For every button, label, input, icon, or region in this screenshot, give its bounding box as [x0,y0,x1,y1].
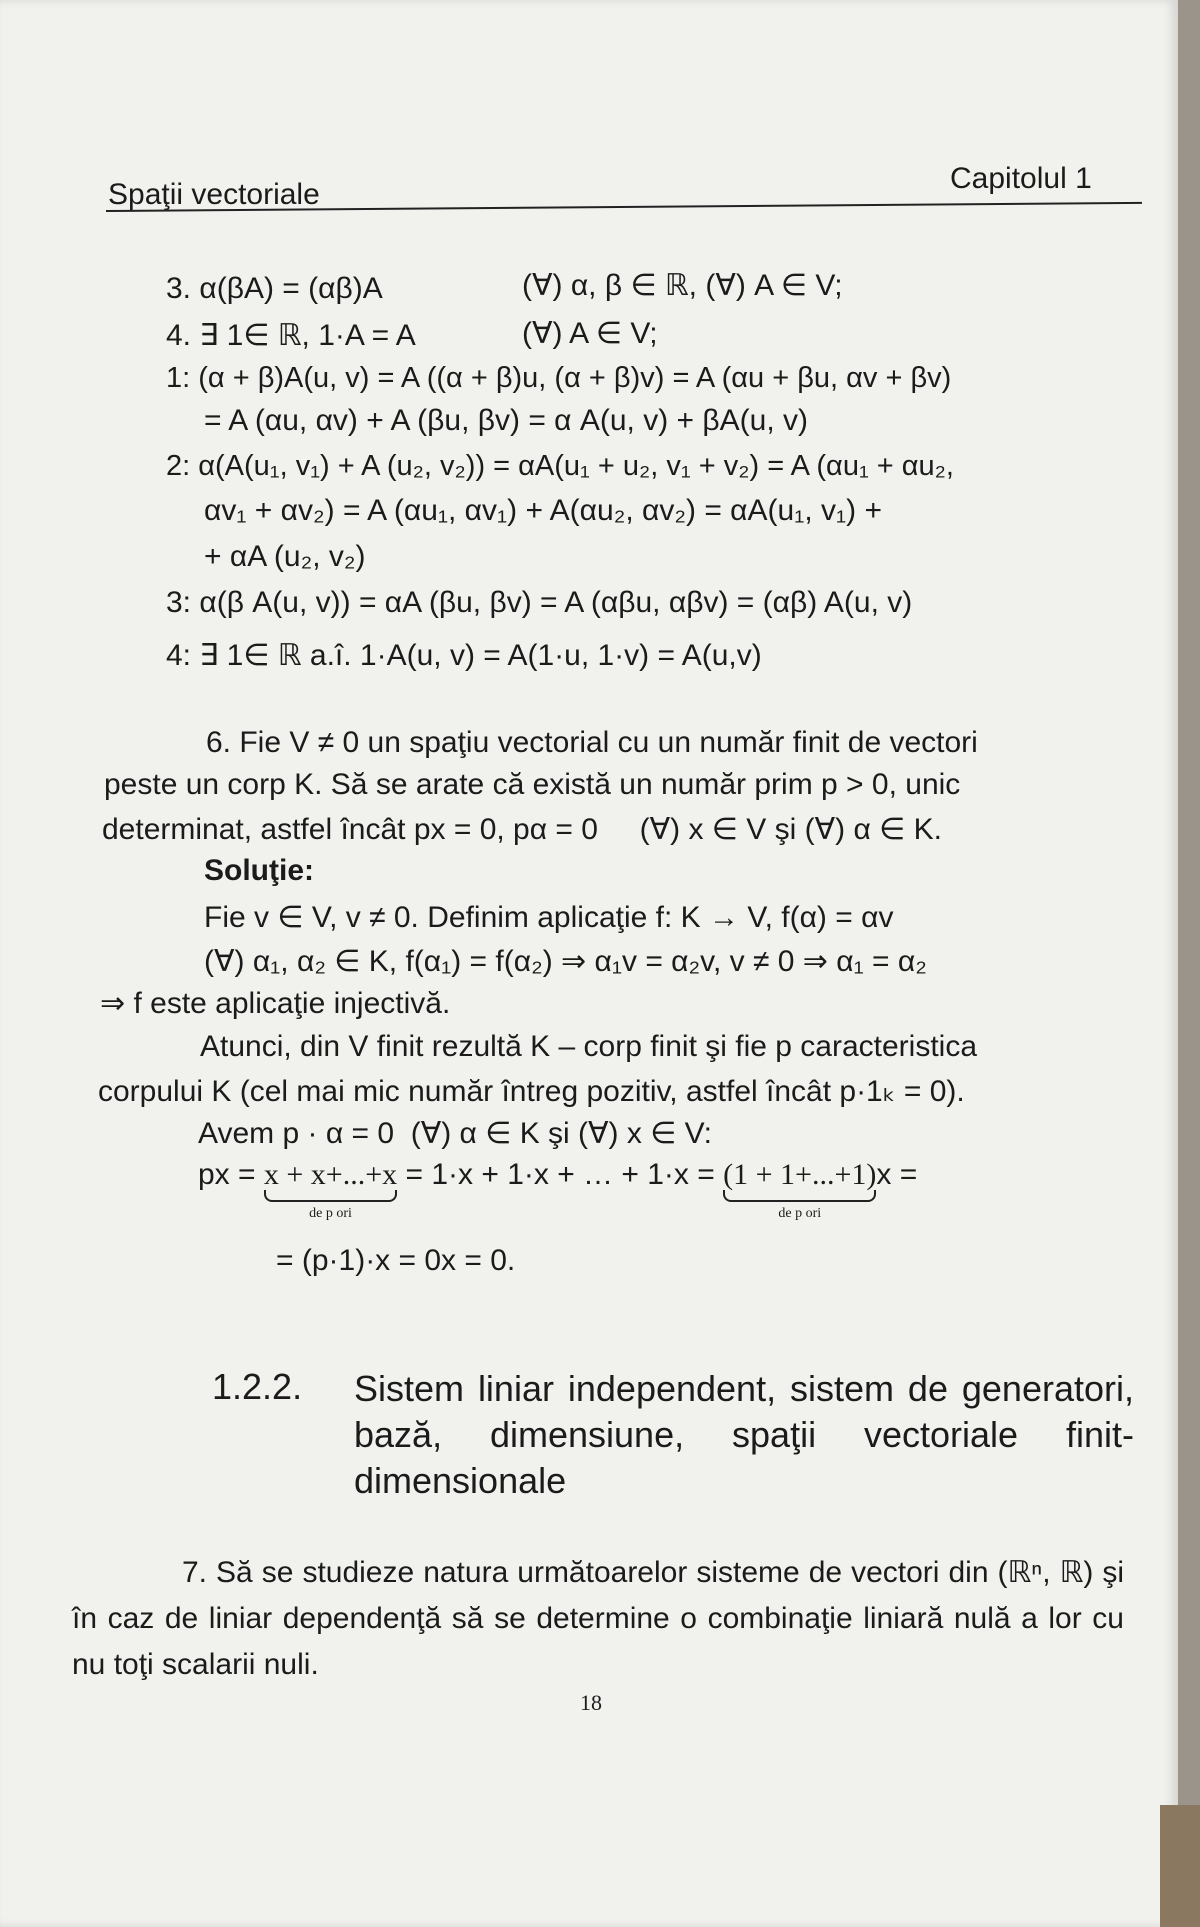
axiom-3-lhs: 3. α(βA) = (αβ)A [166,272,383,305]
problem-7: 7. Să se studieze natura următoarelor sisteme de vectori din (ℝⁿ, ℝ) şi în caz de liniar dependenţă să se determine o combinaţie liniară nulă a lor cu nu toţi scalarii nuli. [72,1556,1124,1681]
underbrace-1 [264,1190,397,1202]
px-equation [198,1158,918,1221]
running-header-right: Capitolul 1 [950,162,1092,195]
axiom-4-lhs: 4. ∃ 1∈ ℝ, 1·A = A [166,319,416,352]
solution-line: Atunci, din V finit rezultă K – corp finit şi fie p caracteristica [200,1030,977,1063]
page-number: 18 [580,1690,602,1715]
solution-line: corpului K (cel mai mic număr întreg pozitiv, astfel încât p·1ₖ = 0). [98,1075,965,1108]
problem-6-line: peste un corp K. Să se arate că există un număr prim p > 0, unic [104,768,961,801]
proof-line: 3: α(β A(u, v)) = αA (βu, βv) = A (αβu, αβv) = (αβ) A(u, v) [166,586,913,619]
px-suffix: x = [876,1158,918,1191]
sum-term-1-text: x + x+...+x [263,1158,398,1191]
section-number: 1.2.2. [212,1366,303,1407]
underbrace-1-label: de p ori [309,1206,352,1221]
running-header-left: Spaţii vectoriale [108,178,320,211]
underbrace-2 [723,1190,876,1202]
solution-line: Fie v ∈ V, v ≠ 0. Definim aplicaţie f: K → V, f(α) = αv [204,901,894,934]
px-middle: = 1·x + 1·x + … + 1·x = [397,1158,724,1191]
problem-6-line: 6. Fie V ≠ 0 un spaţiu vectorial cu un număr finit de vectori [206,726,978,759]
sum-term-1 [263,1158,398,1221]
solution-line: Avem p · α = 0 (∀) α ∈ K şi (∀) x ∈ V: [198,1117,712,1150]
px-result: = (p·1)·x = 0x = 0. [276,1244,516,1277]
solution-label: Soluţie: [204,854,314,887]
sum-term-2 [723,1158,877,1221]
proof-line: 1: (α + β)A(u, v) = A ((α + β)u, (α + β)v) = A (αu + βu, αv + βv) [166,362,952,394]
problem-6-line: determinat, astfel încât px = 0, pα = 0 (∀) x ∈ V şi (∀) α ∈ K. [102,813,942,846]
axiom-4-rhs: (∀) A ∈ V; [522,317,658,350]
px-prefix: px = [198,1158,264,1191]
axiom-3-rhs: (∀) α, β ∈ ℝ, (∀) A ∈ V; [522,269,843,302]
proof-line: 4: ∃ 1∈ ℝ a.î. 1·A(u, v) = A(1·u, 1·v) = A(u,v) [166,639,762,672]
page-edge-tab [1160,1805,1200,1927]
section-title: Sistem liniar independent, sistem de generatori, bază, dimensiune, spaţii vectoriale finit-dimensionale [354,1368,1134,1501]
page-edge [1178,0,1200,1927]
proof-line: αv₁ + αv₂) = A (αu₁, αv₁) + A(αu₂, αv₂) = αA(u₁, v₁) + [204,494,882,527]
solution-line: ⇒ f este aplicaţie injectivă. [100,987,451,1020]
proof-line: + αA (u₂, v₂) [204,540,366,573]
proof-line: 2: α(A(u₁, v₁) + A (u₂, v₂)) = αA(u₁ + u₂, v₁ + v₂) = A (αu₁ + αu₂, [166,450,954,482]
sum-term-2-text: (1 + 1+...+1) [723,1158,877,1191]
proof-line: = A (αu, αv) + A (βu, βv) = α A(u, v) + βA(u, v) [204,404,808,437]
underbrace-2-label: de p ori [778,1206,822,1221]
solution-line: (∀) α₁, α₂ ∈ K, f(α₁) = f(α₂) ⇒ α₁v = α₂v, v ≠ 0 ⇒ α₁ = α₂ [204,945,927,978]
